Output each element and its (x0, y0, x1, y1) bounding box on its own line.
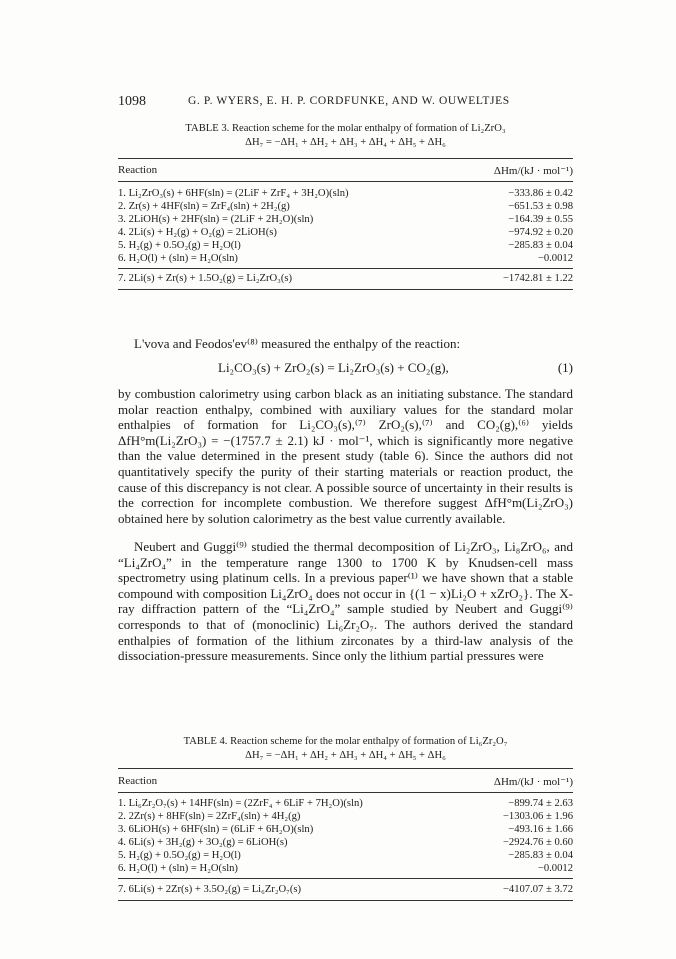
table3-top-rule (118, 158, 573, 159)
table3-title: TABLE 3. Reaction scheme for the molar enthalpy of formation of Li₂ZrO₃ (185, 123, 506, 134)
table3-header-value: ΔHm/(kJ · mol⁻¹) (493, 165, 573, 177)
table4-header-reaction: Reaction (118, 775, 158, 787)
table3-total-rule (118, 268, 573, 269)
table4-row-reaction: 2. 2Zr(s) + 8HF(sln) = 2ZrF₄(sln) + 4H₂(g) (118, 811, 301, 822)
table4-row (118, 863, 573, 875)
table3-row (118, 227, 573, 239)
running-head: G. P. WYERS, E. H. P. CORDFUNKE, AND W. OUWELTJES (188, 95, 510, 107)
table3-total-reaction: 7. 2Li(s) + Zr(s) + 1.5O₂(g) = Li₂ZrO₃(s) (118, 273, 293, 284)
table4-row (118, 798, 573, 810)
table4-header-rule (118, 792, 573, 793)
table4-bottom-rule (118, 900, 573, 901)
table3-header-rule (118, 181, 573, 182)
table4-row-value: −0.0012 (537, 863, 573, 874)
table4-row-reaction: 6. H₂O(l) + (sln) = H₂O(sln) (118, 863, 238, 874)
paragraph-lvova-discussion: by combustion calorimetry using carbon black as an initiating substance. The standard molar reaction enthalpy, combined with auxiliary values for the standard molar enthalpies of formation for Li₂CO₃(s),⁽⁷⁾ ZrO₂(s),⁽⁷⁾ and CO₂(g),⁽⁶⁾ yields ΔfH°m(Li₂ZrO₃) = −(1757.7 ± 2.1) kJ · mol⁻¹, which is significantly more negative than the value determined in the present study (table 6). Since the authors did not quantitatively specify the purity of their starting materials or reaction product, the cause of this discrepancy is not clear. A possible source of uncertainty in their results is the correction for incomplete combustion. We therefore suggest ΔfH°m(Li₂ZrO₃) obtained here by solution calorimetry as the best value currently available. (118, 386, 573, 526)
table4-top-rule (118, 768, 573, 769)
table3-header-reaction: Reaction (118, 164, 158, 176)
table4-total-rule (118, 878, 573, 879)
table3-total-value: −1742.81 ± 1.22 (502, 273, 573, 284)
table4-row (118, 824, 573, 836)
table3-row-value: −974.92 ± 0.20 (508, 227, 573, 238)
table4-row-value: −2924.76 ± 0.60 (502, 837, 573, 848)
table3-row-value: −0.0012 (537, 253, 573, 264)
equation-1-text: Li₂CO₃(s) + ZrO₂(s) = Li₂ZrO₃(s) + CO₂(g), (218, 360, 449, 375)
table4-total-value: −4107.07 ± 3.72 (502, 884, 573, 895)
table4-caption (118, 735, 573, 762)
table3-row-reaction: 5. H₂(g) + 0.5O₂(g) = H₂O(l) (118, 240, 241, 251)
equation-1-number: (1) (557, 360, 573, 375)
table3-row-reaction: 3. 2LiOH(s) + 2HF(sln) = (2LiF + 2H₂O)(sln) (118, 214, 314, 225)
table3-row-reaction: 1. Li₂ZrO₃(s) + 6HF(sln) = (2LiF + ZrF₄ + 3H₂O)(sln) (118, 188, 349, 199)
table3-equation: ΔH₇ = −ΔH₁ + ΔH₂ + ΔH₃ + ΔH₄ + ΔH₅ + ΔH₆ (245, 136, 446, 148)
table4-row-value: −899.74 ± 2.63 (508, 798, 573, 809)
table3-row-reaction: 2. Zr(s) + 4HF(sln) = ZrF₄(sln) + 2H₂(g) (118, 201, 290, 212)
table4-header-value: ΔHm/(kJ · mol⁻¹) (493, 776, 573, 788)
table4-row-value: −1303.06 ± 1.96 (502, 811, 573, 822)
table4-total-reaction: 7. 6Li(s) + 2Zr(s) + 3.5O₂(g) = Li₆Zr₂O₇(s) (118, 884, 302, 895)
table4-row-reaction: 4. 6Li(s) + 3H₂(g) + 3O₂(g) = 6LiOH(s) (118, 837, 288, 848)
table3-row-value: −651.53 ± 0.98 (508, 201, 573, 212)
table3-total-row (118, 273, 573, 285)
table3-caption (118, 122, 573, 149)
table4-row-value: −493.16 ± 1.66 (508, 824, 573, 835)
table3-row-value: −285.83 ± 0.04 (508, 240, 573, 251)
table4-row (118, 850, 573, 862)
table4-equation: ΔH₇ = −ΔH₁ + ΔH₂ + ΔH₃ + ΔH₄ + ΔH₅ + ΔH₆ (245, 749, 446, 761)
table4-row-reaction: 1. Li₆Zr₂O₇(s) + 14HF(sln) = (2ZrF₄ + 6LiF + 7H₂O)(sln) (118, 798, 363, 809)
paragraph-lvova-lead: L'vova and Feodos'ev⁽⁸⁾ measured the enthalpy of the reaction: (134, 336, 461, 351)
page-number: 1098 (118, 94, 146, 109)
paragraph-neubert-guggi: Neubert and Guggi⁽⁹⁾ studied the thermal decomposition of Li₂ZrO₃, Li₈ZrO₆, and “Li₄ZrO₄” in the temperature range 1300 to 1700 K by Knudsen-cell mass spectrometry using platinum cells. In a previous paper⁽¹⁾ we have shown that a stable compound with composition Li₄ZrO₄ does not occur in {(1 − x)Li₂O + xZrO₂}. The X-ray diffraction pattern of the “Li₄ZrO₄” sample studied by Neubert and Guggi⁽⁹⁾ corresponds to that of (monoclinic) Li₆Zr₂O₇. The authors derived the standard enthalpies of formation of the lithium zirconates by a third-law analysis of the dissociation-pressure measurements. Since only the lithium partial pressures were (118, 539, 573, 664)
table3-row (118, 201, 573, 213)
table3-row (118, 188, 573, 200)
table3-row-reaction: 4. 2Li(s) + H₂(g) + O₂(g) = 2LiOH(s) (118, 227, 277, 238)
table4-title: TABLE 4. Reaction scheme for the molar enthalpy of formation of Li₆Zr₂O₇ (183, 736, 508, 747)
table3-row-value: −164.39 ± 0.55 (508, 214, 573, 225)
table4-total-row (118, 884, 573, 896)
table3-bottom-rule (118, 289, 573, 290)
table3-row (118, 240, 573, 252)
table4-row-reaction: 5. H₂(g) + 0.5O₂(g) = H₂O(l) (118, 850, 241, 861)
table3-row (118, 214, 573, 226)
table4-row-reaction: 3. 6LiOH(s) + 6HF(sln) = (6LiF + 6H₂O)(sln) (118, 824, 314, 835)
table3-row-value: −333.86 ± 0.42 (508, 188, 573, 199)
table4-row-value: −285.83 ± 0.04 (508, 850, 573, 861)
table4-row (118, 811, 573, 823)
table3-row (118, 253, 573, 265)
table3-row-reaction: 6. H₂O(l) + (sln) = H₂O(sln) (118, 253, 238, 264)
table4-row (118, 837, 573, 849)
